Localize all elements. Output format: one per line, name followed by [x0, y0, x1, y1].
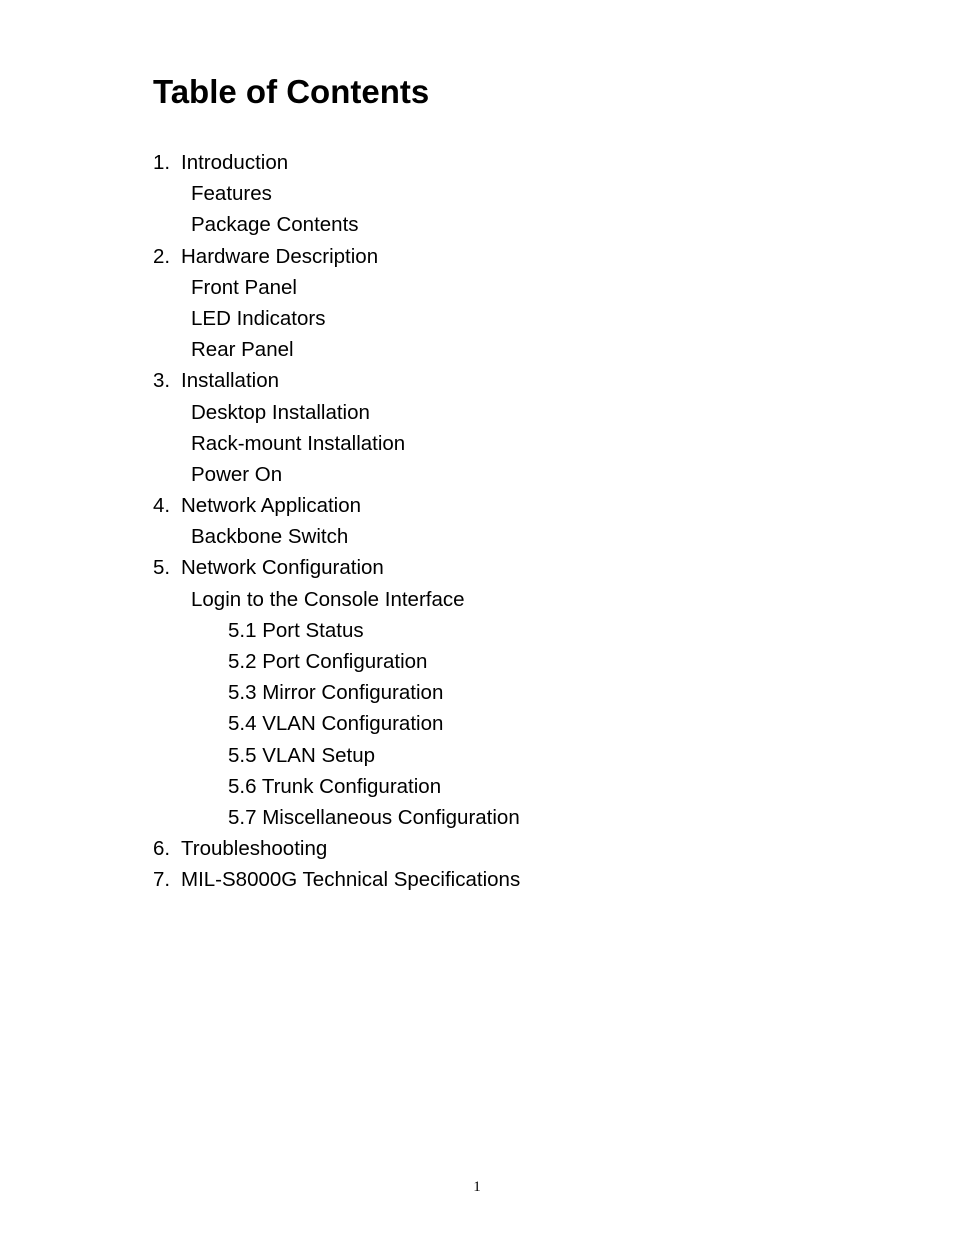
toc-entry-text: MIL-S8000G Technical Specifications	[181, 868, 521, 892]
toc-entry-number: 1.	[153, 151, 171, 174]
page-title: Table of Contents	[153, 73, 430, 110]
page-number: 1	[473, 1179, 481, 1195]
toc-entry-text: Package Contents	[191, 213, 359, 237]
toc-entry-text: 5.1 Port Status	[228, 618, 364, 642]
toc-entry	[153, 771, 520, 802]
toc-entry-text: Network Application	[181, 494, 362, 518]
toc-entry	[153, 677, 520, 708]
toc-entry-text: Rack-mount Installation	[191, 431, 406, 455]
toc-entry	[153, 490, 520, 521]
toc-entry	[153, 272, 520, 303]
toc-entry-text: Features	[191, 182, 272, 206]
table-of-contents	[153, 147, 520, 896]
toc-entry-text: Installation	[181, 369, 280, 393]
toc-entry-text: 5.2 Port Configuration	[228, 650, 428, 673]
toc-entry	[153, 459, 520, 490]
toc-entry-number: 7.	[153, 868, 171, 892]
toc-entry	[153, 584, 520, 615]
toc-entry-text: Backbone Switch	[191, 525, 349, 549]
toc-entry	[153, 147, 520, 178]
toc-entry	[153, 708, 520, 739]
toc-entry	[153, 646, 520, 677]
toc-entry	[153, 615, 520, 646]
toc-entry	[153, 241, 520, 272]
toc-entry-text: 5.4 VLAN Configuration	[228, 712, 444, 736]
toc-entry-text: Front Panel	[191, 275, 297, 299]
toc-entry-text: Power On	[191, 462, 283, 486]
toc-entry-number: 6.	[153, 837, 171, 861]
toc-entry	[153, 802, 520, 833]
toc-entry-text: Desktop Installation	[191, 400, 370, 424]
toc-entry-text: 5.7 Miscellaneous Configuration	[228, 805, 520, 829]
toc-entry-number: 4.	[153, 494, 171, 518]
toc-entry	[153, 397, 520, 428]
toc-entry-text: LED Indicators	[191, 306, 326, 330]
toc-entry	[153, 521, 520, 552]
toc-entry-text: 5.6 Trunk Configuration	[228, 774, 442, 798]
toc-entry-number: 2.	[153, 244, 171, 268]
toc-entry	[153, 365, 520, 396]
toc-entry-text: Login to the Console Interface	[191, 587, 465, 611]
toc-entry-text: Troubleshooting	[181, 837, 328, 861]
toc-entry-text: Network Configuration	[181, 556, 384, 580]
toc-entry-text: 5.5 VLAN Setup	[228, 743, 376, 767]
toc-entry-text: Rear Panel	[191, 338, 294, 362]
toc-entry	[153, 833, 520, 864]
toc-entry-text: Hardware Description	[181, 244, 379, 268]
toc-entry	[153, 178, 520, 209]
toc-entry-number: 3.	[153, 369, 171, 393]
toc-entry	[153, 428, 520, 459]
toc-entry-text: Introduction	[181, 151, 289, 174]
toc-entry	[153, 740, 520, 771]
toc-entry	[153, 209, 520, 240]
toc-entry	[153, 303, 520, 334]
toc-entry	[153, 864, 520, 895]
toc-entry-number: 5.	[153, 556, 171, 580]
toc-entry-text: 5.3 Mirror Configuration	[228, 681, 444, 705]
toc-entry	[153, 552, 520, 583]
toc-entry	[153, 334, 520, 365]
